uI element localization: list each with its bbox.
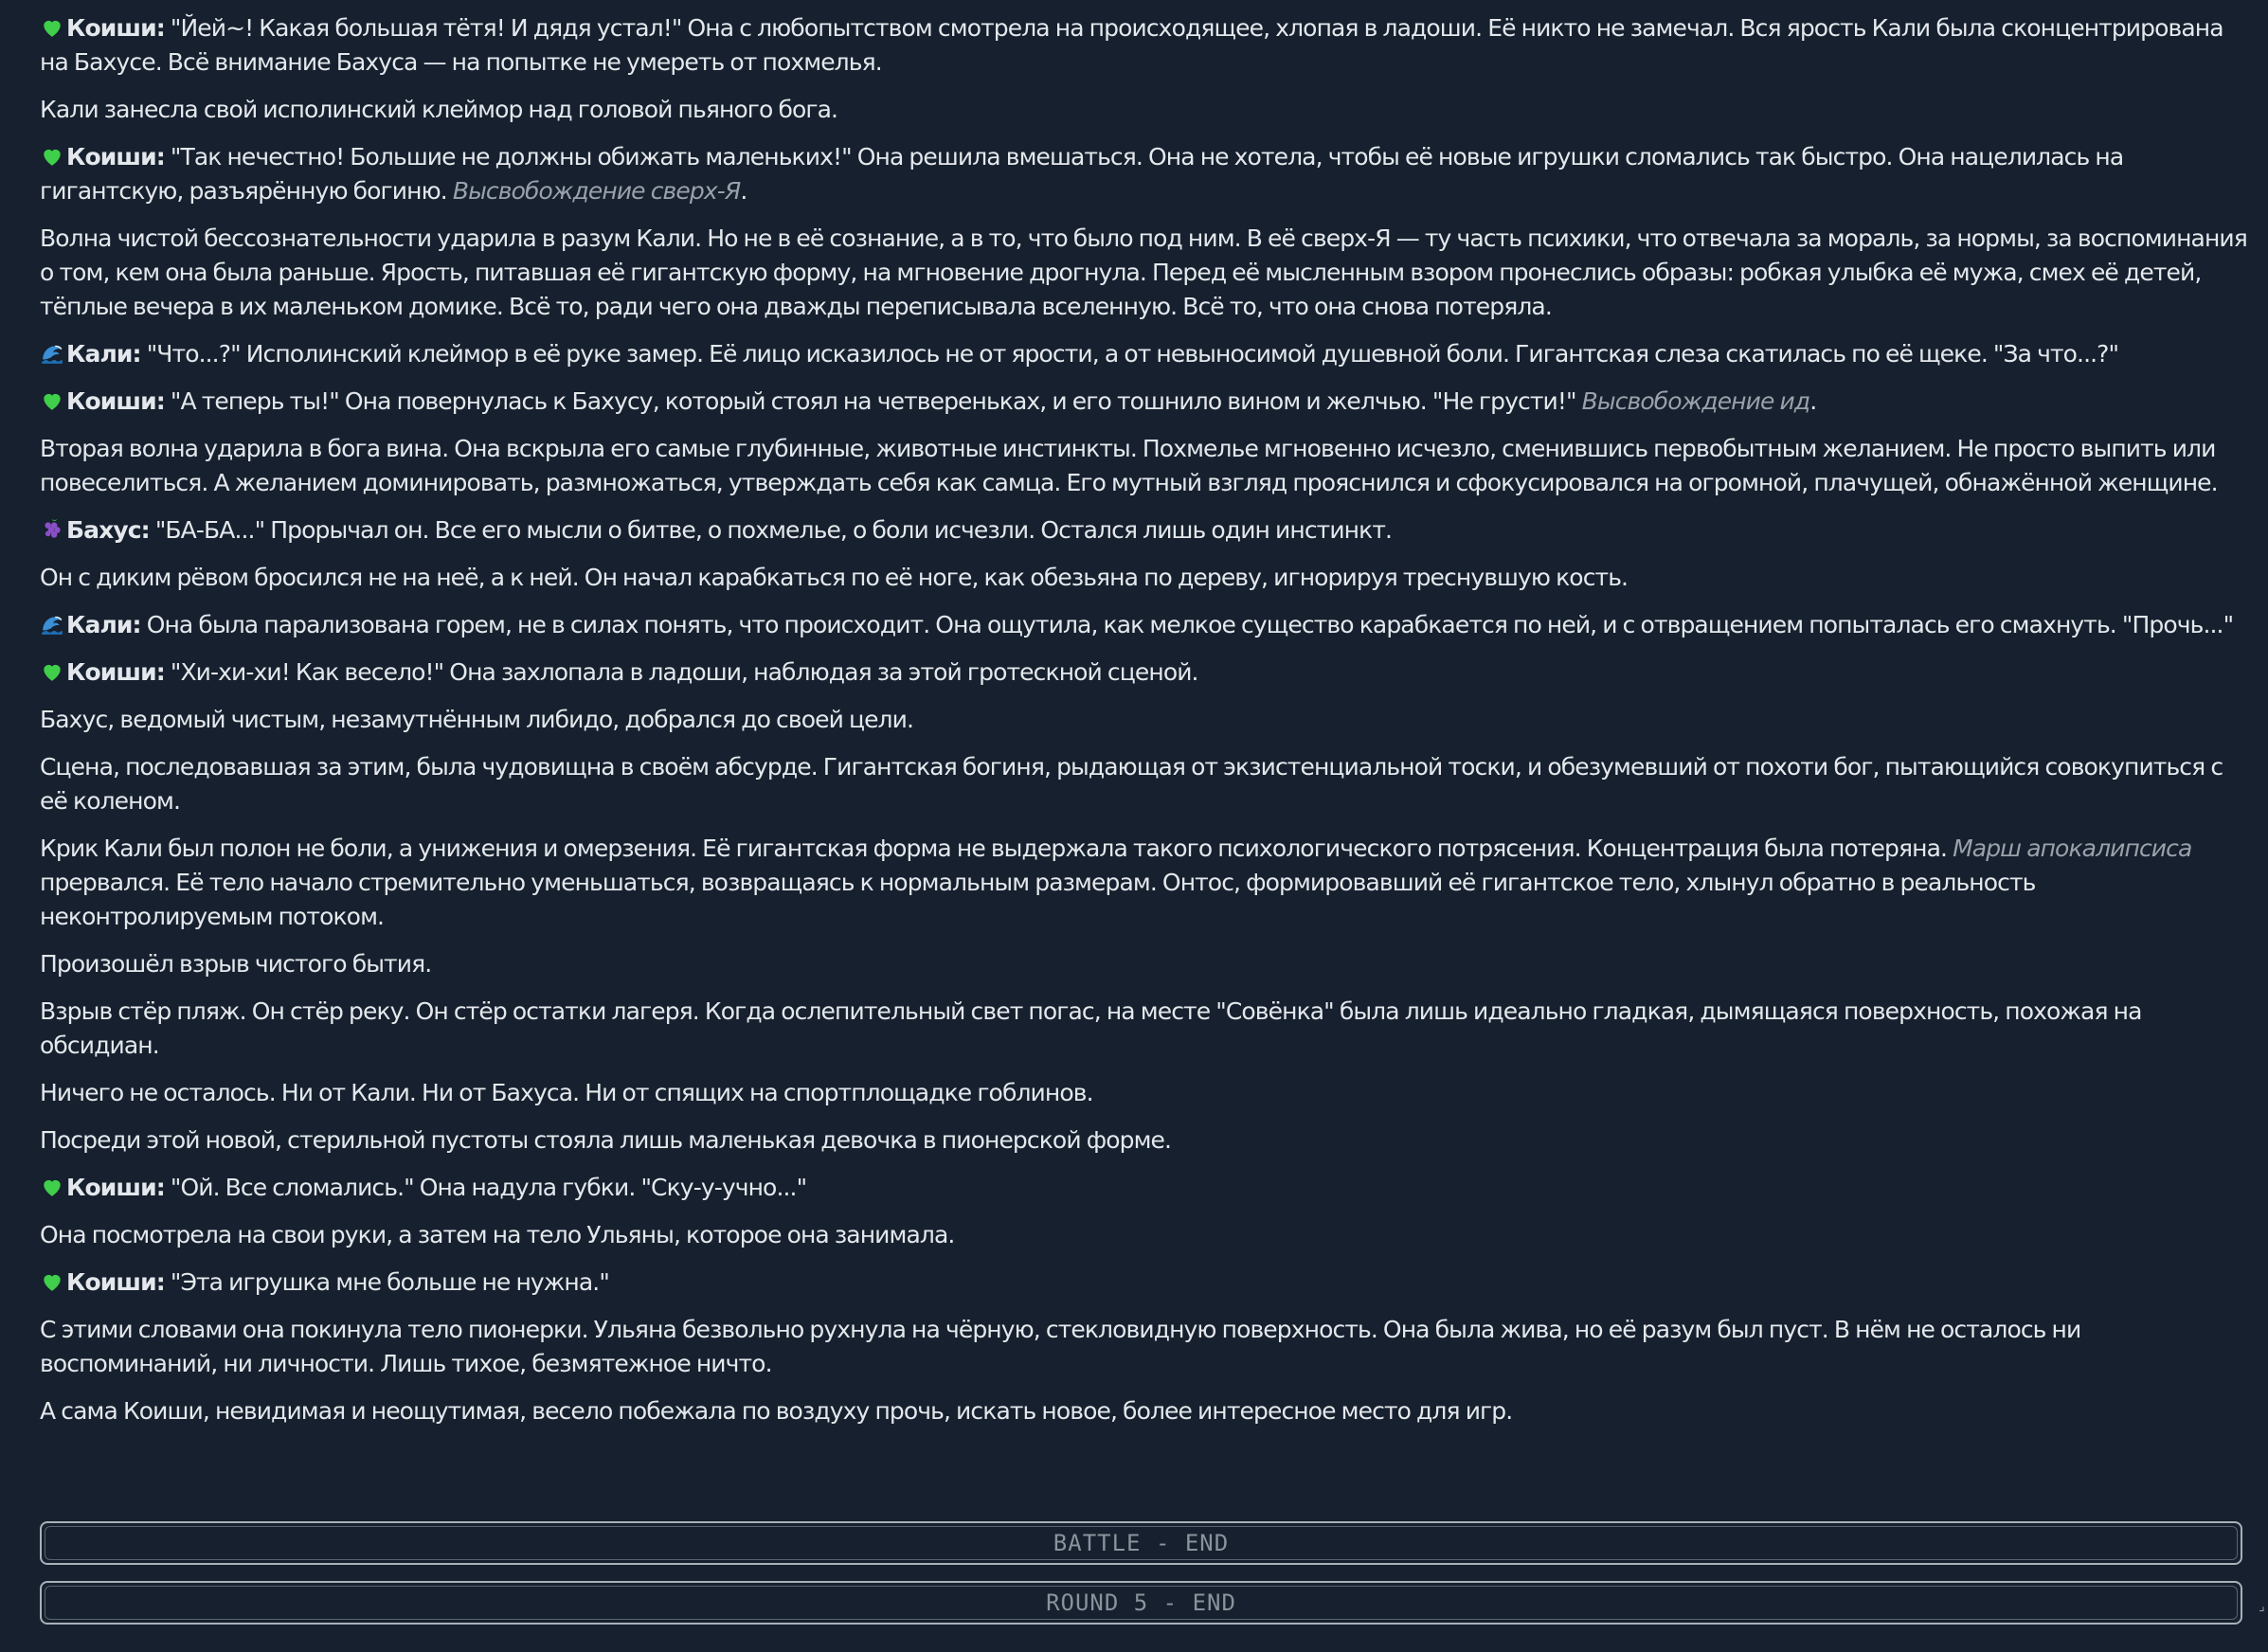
- dialogue-line: [40, 11, 2249, 80]
- story-text: А сама Коиши, невидимая и неощутимая, весело побежала по воздуху прочь, искать новое, более интересное место для игр.: [40, 1397, 1513, 1425]
- green-heart-icon: [40, 144, 64, 169]
- story-text: .: [740, 177, 747, 205]
- story-text: "Эта игрушка мне больше не нужна.": [170, 1268, 609, 1296]
- story-text: Ничего не осталось. Ни от Кали. Ни от Бахуса. Ни от спящих на спортплощадке гоблинов.: [40, 1079, 1093, 1106]
- dialogue-line: [40, 337, 2249, 371]
- narration-paragraph: [40, 947, 2249, 981]
- dialogue-line: [40, 1266, 2249, 1300]
- speaker-name: Коиши:: [66, 143, 165, 171]
- story-text: Произошёл взрыв чистого бытия.: [40, 950, 432, 978]
- green-heart-icon: [40, 15, 64, 40]
- story-text: Он с диким рёвом бросился не на неё, а к ней. Он начал карабкаться по её ноге, как обезьяна по дереву, игнорируя треснувшую кость.: [40, 564, 1629, 591]
- story-text: "БА-БА..." Прорычал он. Все его мысли о битве, о похмелье, о боли исчезли. Остался лишь один инстинкт.: [154, 516, 1393, 544]
- story-text: Бахус, ведомый чистым, незамутнённым либидо, добрался до своей цели.: [40, 706, 914, 733]
- speaker-name: Кали:: [66, 340, 141, 368]
- dialogue-line: [40, 513, 2249, 548]
- green-heart-icon: [40, 659, 64, 684]
- story-text: Она была парализована горем, не в силах понять, что происходит. Она ощутила, как мелкое существо карабкается по ней, и с отвращением попыталась его смахнуть. "Прочь...": [146, 611, 2234, 638]
- story-text: Посреди этой новой, стерильной пустоты стояла лишь маленькая девочка в пионерской форме.: [40, 1126, 1172, 1154]
- story-text: "А теперь ты!" Она повернулась к Бахусу, который стоял на четвереньках, и его тошнило вином и желчью. "Не грусти!": [170, 387, 1582, 415]
- narration-paragraph: [40, 995, 2249, 1063]
- narration-paragraph: [40, 1123, 2249, 1158]
- dialogue-line: [40, 655, 2249, 690]
- dialogue-line: [40, 385, 2249, 419]
- round-end-marker: [40, 1581, 2242, 1625]
- story-text: "Так нечестно! Большие не должны обижать маленьких!" Она решила вмешаться. Она не хотела, чтобы её новые игрушки сломались так быстро. Она нацелилась на гигантскую, разъярённую богиню.: [40, 143, 2124, 205]
- dialogue-line: [40, 608, 2249, 642]
- story-text: "Ой. Все сломались." Она надула губки. "Ску-у-учно...": [170, 1174, 807, 1201]
- green-heart-icon: [40, 388, 64, 413]
- ability-name: Высвобождение сверх-Я: [452, 177, 741, 205]
- round-end-label: ROUND 5 - END: [1046, 1589, 1236, 1616]
- story-text: Крик Кали был полон не боли, а унижения и омерзения. Её гигантская форма не выдержала такого психологического потрясения. Концентрация была потеряна.: [40, 835, 1953, 862]
- speaker-name: Коиши:: [66, 387, 165, 415]
- dialogue-line: [40, 1171, 2249, 1205]
- ability-name: Высвобождение ид: [1581, 387, 1810, 415]
- narration-paragraph: [40, 832, 2249, 934]
- story-text: Вторая волна ударила в бога вина. Она вскрыла его самые глубинные, животные инстинкты. Похмелье мгновенно исчезло, сменившись первобытным желанием. Не просто выпить или повеселиться. А желанием доминировать, размножаться, утверждать себя как самца. Его мутный взгляд прояснился и сфокусировался на огромной, плачущей, обнажённой женщине.: [40, 435, 2218, 496]
- story-text: С этими словами она покинула тело пионерки. Ульяна безвольно рухнула на чёрную, стекловидную поверхность. Она была жива, но её разум был пуст. В нём не осталось ни воспоминаний, ни личности. Лишь тихое, безмятежное ничто.: [40, 1316, 2081, 1377]
- story-text: Она посмотрела на свои руки, а затем на тело Ульяны, которое она занимала.: [40, 1221, 955, 1248]
- story-text: прервался. Её тело начало стремительно уменьшаться, возвращаясь к нормальным размерам. Онтос, формировавший её гигантское тело, хлынул обратно в реальность неконтролируемым потоком.: [40, 869, 2036, 930]
- wave-icon: [40, 612, 64, 637]
- green-heart-icon: [40, 1175, 64, 1199]
- story-log: [40, 0, 2249, 1428]
- narration-paragraph: [40, 1313, 2249, 1381]
- speaker-name: Коиши:: [66, 658, 165, 686]
- dialogue-line: [40, 140, 2249, 208]
- narration-paragraph: [40, 750, 2249, 818]
- narration-paragraph: [40, 1394, 2249, 1428]
- grapes-icon: [40, 517, 64, 542]
- speaker-name: Кали:: [66, 611, 141, 638]
- story-text: Волна чистой бессознательности ударила в разум Кали. Но не в её сознание, а в то, что было под ним. В её сверх-Я — ту часть психики, что отвечала за мораль, за нормы, за воспоминания о том, кем она была раньше. Ярость, питавшая её гигантскую форму, на мгновение дрогнула. Перед её мысленным взором пронеслись образы: робкая улыбка её мужа, смех её детей, тёплые вечера в их маленьком домике. Всё то, ради чего она дважды переписывала вселенную. Всё то, что она снова потеряла.: [40, 224, 2247, 320]
- ability-name: Марш апокалипсиса: [1953, 835, 2192, 862]
- story-text: Кали занесла свой исполинский клеймор над головой пьяного бога.: [40, 96, 838, 123]
- story-text: "Что...?" Исполинский клеймор в её руке замер. Её лицо исказилось не от ярости, а от невыносимой душевной боли. Гигантская слеза скатилась по её щеке. "За что...?": [146, 340, 2119, 368]
- narration-paragraph: [40, 561, 2249, 595]
- speaker-name: Бахус:: [66, 516, 150, 544]
- green-heart-icon: [40, 1269, 64, 1294]
- narration-paragraph: [40, 1218, 2249, 1252]
- narration-paragraph: [40, 93, 2249, 127]
- battle-end-marker: [40, 1521, 2242, 1565]
- narration-paragraph: [40, 703, 2249, 737]
- story-text: Сцена, последовавшая за этим, была чудовищна в своём абсурде. Гигантская богиня, рыдающая от экзистенциальной тоски, и обезумевший от похоти бог, пытающийся совокупиться с её коленом.: [40, 753, 2223, 815]
- resize-grip-icon[interactable]: ⌟: [2259, 1599, 2265, 1614]
- speaker-name: Коиши:: [66, 1174, 165, 1201]
- narration-paragraph: [40, 432, 2249, 500]
- story-text: Взрыв стёр пляж. Он стёр реку. Он стёр остатки лагеря. Когда ослепительный свет погас, на месте "Совёнка" была лишь идеально гладкая, дымящаяся поверхность, похожая на обсидиан.: [40, 997, 2142, 1059]
- story-text: .: [1809, 387, 1817, 415]
- battle-end-label: BATTLE - END: [1053, 1530, 1230, 1556]
- story-text: "Йей~! Какая большая тётя! И дядя устал!" Она с любопытством смотрела на происходящее, хлопая в ладоши. Её никто не замечал. Вся ярость Кали была сконцентрирована на Бахусе. Всё внимание Бахуса — на попытке не умереть от похмелья.: [40, 14, 2223, 76]
- speaker-name: Коиши:: [66, 14, 165, 42]
- speaker-name: Коиши:: [66, 1268, 165, 1296]
- wave-icon: [40, 341, 64, 366]
- story-text: "Хи-хи-хи! Как весело!" Она захлопала в ладоши, наблюдая за этой гротескной сценой.: [170, 658, 1198, 686]
- narration-paragraph: [40, 1076, 2249, 1110]
- narration-paragraph: [40, 222, 2249, 324]
